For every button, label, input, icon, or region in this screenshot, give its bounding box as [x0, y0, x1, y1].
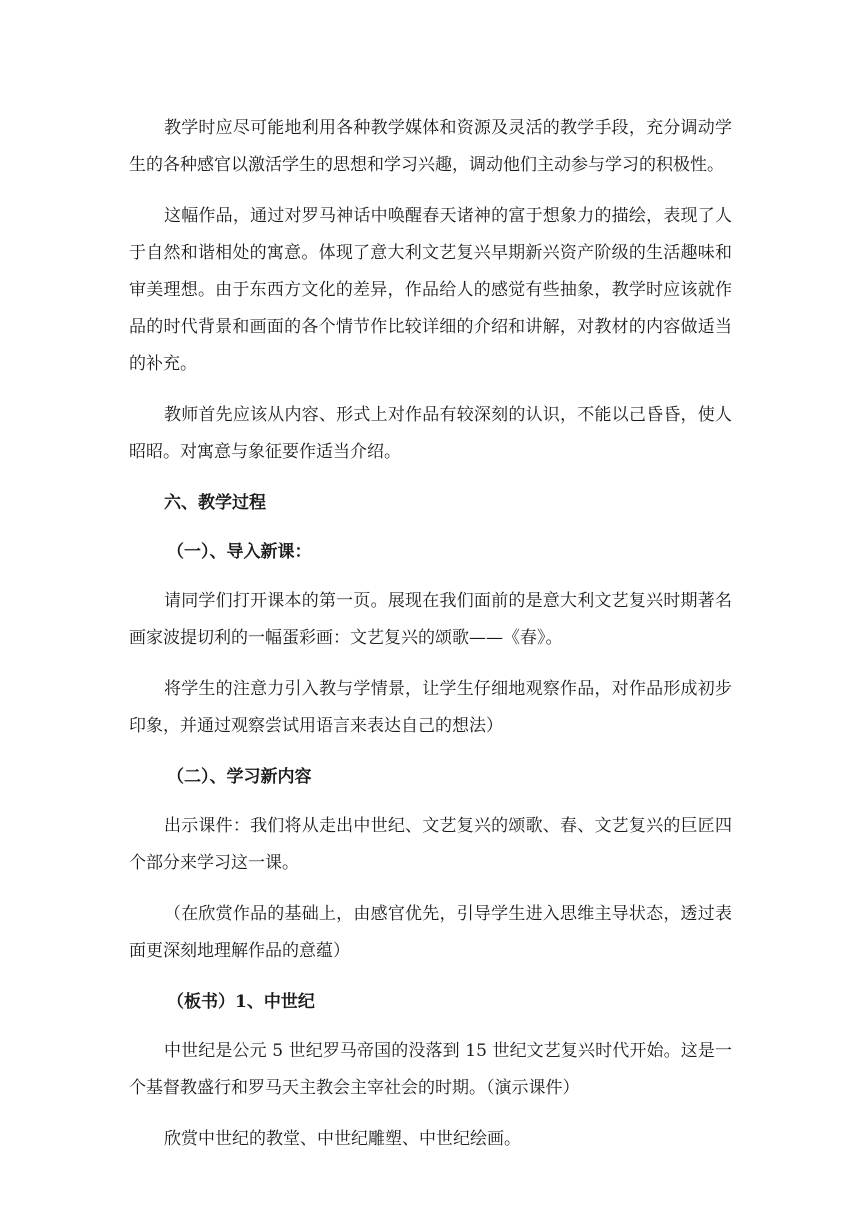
heading-teaching-process: 六、教学过程 — [164, 493, 266, 513]
paragraph-student-attention: 将学生的注意力引入教与学情景，让学生仔细地观察作品，对作品形成初步印象，并通过观察尝试用语言来表达自己的想法） — [129, 679, 732, 736]
heading-new-content: （二）、学习新内容 — [167, 767, 312, 787]
paragraph-teacher-understanding: 教师首先应该从内容、形式上对作品有较深刻的认识，不能以己昏昏，使人昭昭。对寓意与象征要作适当介绍。 — [129, 405, 732, 462]
paragraph-artwork-description: 这幅作品，通过对罗马神话中唤醒春天诸神的富于想象力的描绘，表现了人于自然和谐相处的寓意。体现了意大利文艺复兴早期新兴资产阶级的生活趣味和审美理想。由于东西方文化的差异，作品给人的感觉有些抽象，教学时应该就作品的时代背景和画面的各个情节作比较详细的介绍和讲解，对教材的内容做适当的补充。 — [129, 206, 732, 374]
heading-board-middle-ages: （板书）1、中世纪 — [167, 992, 315, 1012]
paragraph-appreciation: （在欣赏作品的基础上，由感官优先，引导学生进入思维主导状态，透过表面更深刻地理解作品的意蕴） — [129, 904, 732, 961]
paragraph-appreciate-works: 欣赏中世纪的教堂、中世纪雕塑、中世纪绘画。 — [164, 1129, 521, 1149]
paragraph-teaching-media: 教学时应尽可能地利用各种教学媒体和资源及灵活的教学手段，充分调动学生的各种感官以激活学生的思想和学习兴趣，调动他们主动参与学习的积极性。 — [129, 118, 732, 175]
paragraph-courseware: 出示课件：我们将从走出中世纪、文艺复兴的颂歌、春、文艺复兴的巨匠四个部分来学习这一课。 — [129, 816, 732, 873]
paragraph-open-textbook: 请同学们打开课本的第一页。展现在我们面前的是意大利文艺复兴时期著名画家波提切利的一幅蛋彩画：文艺复兴的颂歌——《春》。 — [129, 591, 732, 648]
heading-introduction: （一）、导入新课： — [167, 542, 312, 562]
document-page — [129, 110, 732, 1172]
paragraph-middle-ages: 中世纪是公元 5 世纪罗马帝国的没落到 15 世纪文艺复兴时代开始。这是一个基督教盛行和罗马天主教会主宰社会的时期。（演示课件） — [129, 1041, 732, 1098]
